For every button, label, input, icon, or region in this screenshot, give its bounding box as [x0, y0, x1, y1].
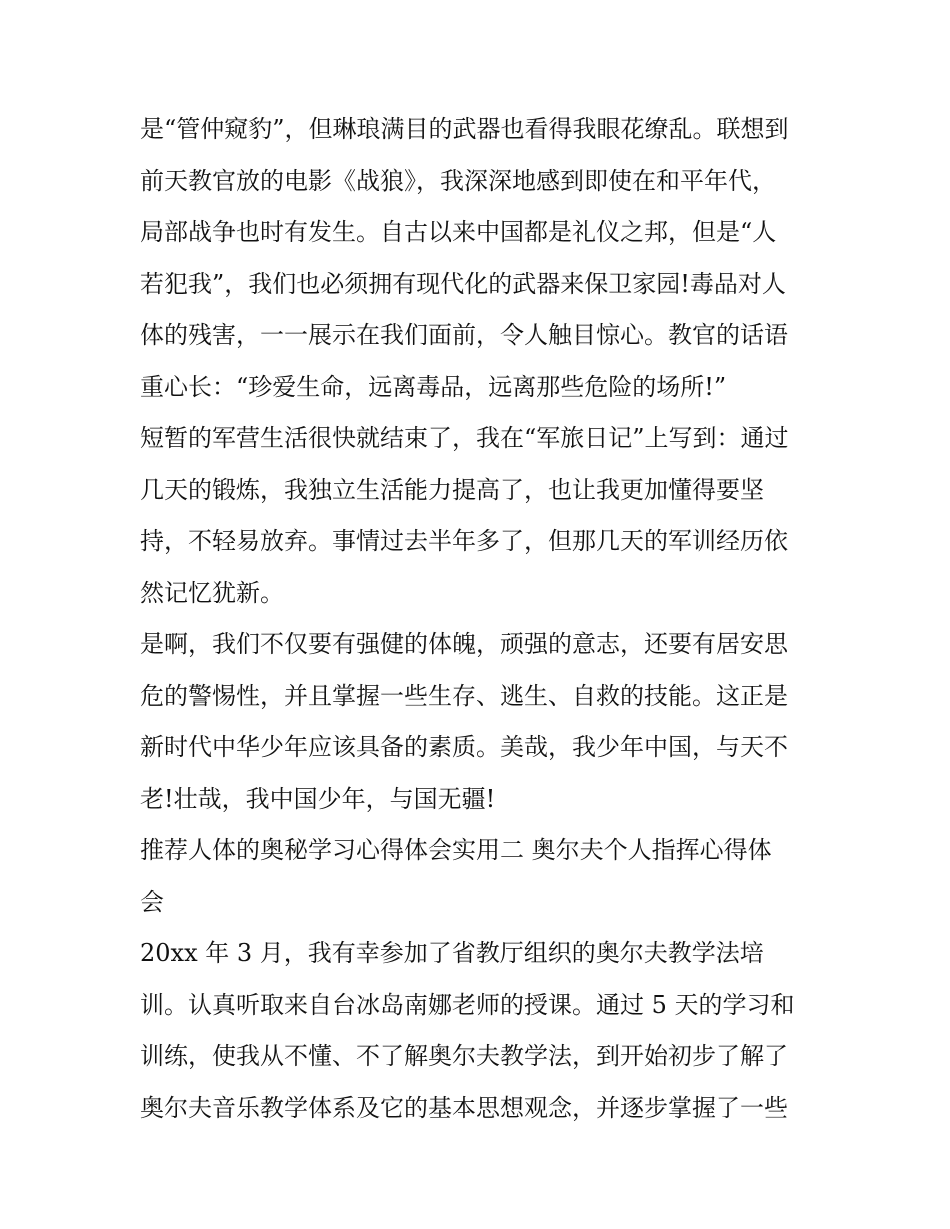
text-line: 前天教官放的电影《战狼》，我深深地感到即使在和平年代， [140, 166, 776, 195]
text-line: 持，不轻易放弃。事情过去半年多了，但那几天的军训经历依 [140, 527, 788, 555]
text-line: 局部战争也时有发生。自古以来中国都是礼仪之邦，但是“人 [140, 218, 777, 246]
text-line: 危的警惕性，并且掌握一些生存、逃生、自救的技能。这正是 [140, 681, 788, 710]
text-line: 新时代中华少年应该具备的素质。美哉，我少年中国，与天不 [140, 733, 788, 761]
section-heading-line: 推荐人体的奥秘学习心得体会实用二 奥尔夫个人指挥心得体 [140, 836, 772, 864]
text-line: 若犯我”，我们也必须拥有现代化的武器来保卫家园!毒品对人 [140, 269, 786, 298]
text-line: 然记忆犹新。 [140, 578, 284, 607]
text-line: 是啊，我们不仅要有强健的体魄，顽强的意志，还要有居安思 [140, 630, 788, 658]
text-line: 训练，使我从不懂、不了解奥尔夫教学法，到开始初步了解了 [140, 1042, 788, 1070]
text-line: 重心长：“珍爱生命，远离毒品，远离那些危险的场所!” [140, 372, 727, 401]
text-line: 是“管仲窥豹”，但琳琅满目的武器也看得我眼花缭乱。联想到 [140, 115, 789, 143]
text-line: 几天的锻炼，我独立生活能力提高了，也让我更加懂得要坚 [140, 475, 764, 504]
text-line: 训。认真听取来自台冰岛南娜老师的授课。通过 5 天的学习和 [140, 990, 795, 1019]
text-line: 奥尔夫音乐教学体系及它的基本思想观念，并逐步掌握了一些 [140, 1093, 788, 1122]
text-line: 老!壮哉，我中国少年，与国无疆! [140, 784, 496, 813]
section-heading-line: 会 [140, 887, 164, 916]
document-body [140, 104, 830, 1134]
text-line: 20xx 年 3 月，我有幸参加了省教厅组织的奥尔夫教学法培 [140, 939, 764, 967]
text-line: 体的残害，一一展示在我们面前，令人触目惊心。教官的话语 [140, 321, 788, 349]
text-line: 短暂的军营生活很快就结束了，我在“军旅日记”上写到：通过 [140, 424, 789, 452]
